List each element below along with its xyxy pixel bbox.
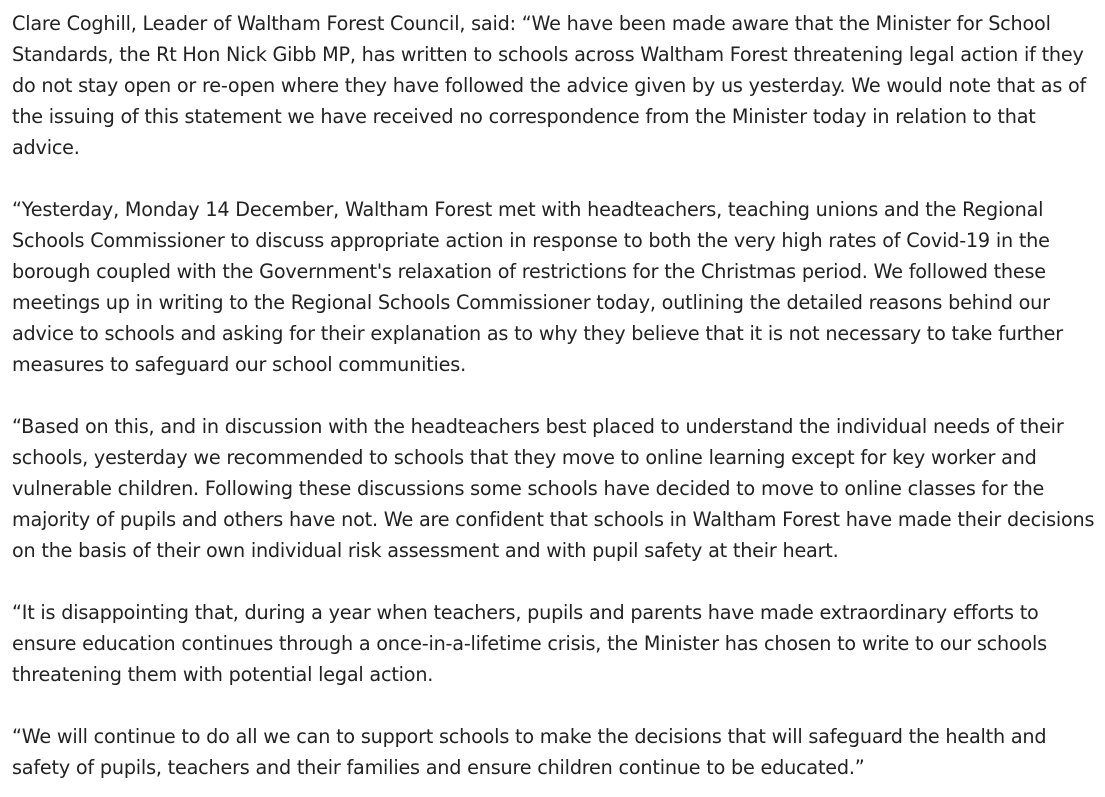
statement-paragraph-2: “Yesterday, Monday 14 December, Waltham Forest met with headteachers, teaching unions and the Regional Schools Commissioner to discuss appropriate action in response to both the very high rates of Covid-19 in the borough coupled with the Government's relaxation of restrictions for the Christmas period. We followed these meetings up in writing to the Regional Schools Commissioner today, outlining the detailed reasons behind our advice to schools and asking for their explanation as to why they believe that it is not necessary to take further measures to safeguard our school communities. bbox=[12, 198, 1063, 376]
statement-paragraph-1: Clare Coghill, Leader of Waltham Forest Council, said: “We have been made aware that the Minister for School Standards, the Rt Hon Nick Gibb MP, has written to schools across Waltham Forest threatening legal action if they do not stay open or re-open where they have followed the advice given by us yesterday. We would note that as of the issuing of this statement we have received no correspondence from the Minister today in relation to that advice. bbox=[12, 12, 1087, 159]
statement-paragraph-4: “It is disappointing that, during a year when teachers, pupils and parents have made extraordinary efforts to ensure education continues through a once-in-a-lifetime crisis, the Minister has chosen to write to our schools threatening them with potential legal action. bbox=[12, 601, 1047, 686]
statement-paragraph-3: “Based on this, and in discussion with the headteachers best placed to understand the individual needs of their schools, yesterday we recommended to schools that they move to online learning except for key worker and vulnerable children. Following these discussions some schools have decided to move to online classes for the majority of pupils and others have not. We are confident that schools in Waltham Forest have made their decisions on the basis of their own individual risk assessment and with pupil safety at their heart. bbox=[12, 415, 1095, 562]
statement-paragraph-5: “We will continue to do all we can to support schools to make the decisions that will safeguard the health and safety of pupils, teachers and their families and ensure children continue to be educated.” bbox=[12, 725, 1047, 779]
